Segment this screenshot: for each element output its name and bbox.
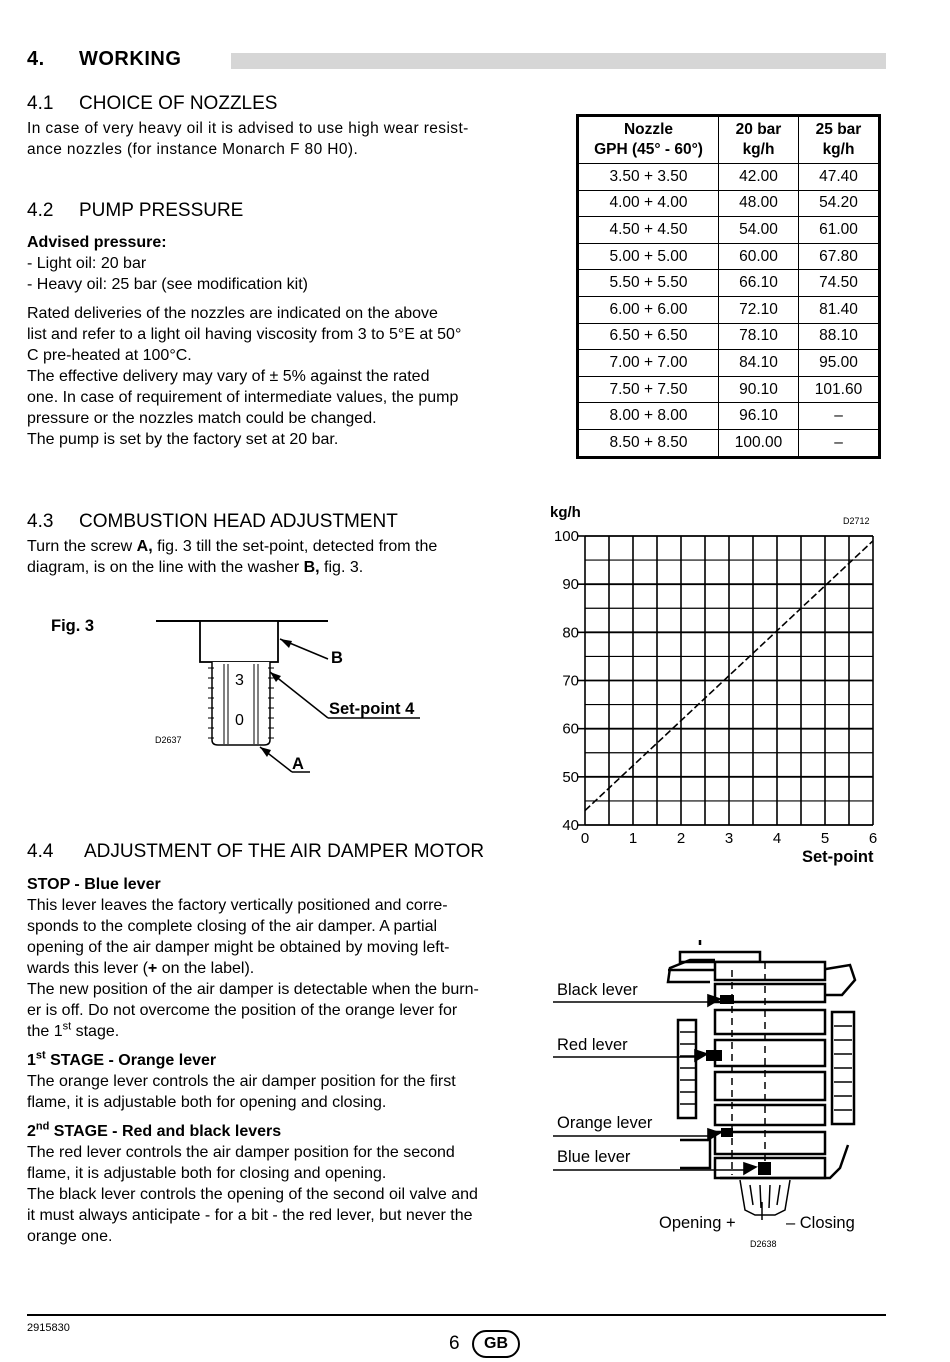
s43-body — [27, 536, 508, 578]
x-tick-label: 5 — [820, 830, 830, 847]
advised-heading: Advised pressure: — [27, 234, 167, 251]
label-orange-lever: Orange lever — [557, 1114, 653, 1132]
s44-line: orange one. — [27, 1228, 113, 1245]
table-row: 6.00 + 6.00 72.10 81.40 — [579, 296, 879, 323]
stage1-heading: 1st STAGE - Orange lever — [27, 1049, 217, 1069]
x-tick-label: 1 — [628, 830, 638, 847]
table-row: 8.00 + 8.00 96.10 – — [579, 403, 879, 430]
s42-line: one. In case of requirement of intermediate values, the pump — [27, 389, 459, 406]
stage2-heading: 2nd STAGE - Red and black levers — [27, 1120, 282, 1140]
s42-line: list and refer to a light oil having viscosity from 3 to 5°E at 50° — [27, 326, 462, 343]
table-header-row — [579, 117, 879, 164]
table-row: 5.00 + 5.00 60.00 67.80 — [579, 243, 879, 270]
label-closing: – Closing — [786, 1214, 855, 1232]
nozzle-table — [578, 116, 879, 457]
stop-heading: STOP - Blue lever — [27, 876, 161, 893]
light-oil-item: - Light oil: 20 bar — [27, 255, 147, 272]
s44-line: it must always anticipate - for a bit - the red lever, but never the — [27, 1207, 473, 1224]
y-tick-label: 70 — [562, 672, 579, 690]
s41-body — [27, 118, 508, 160]
s43-line: Turn the screw A, fig. 3 till the set-point, detected from the — [27, 538, 438, 555]
s43-line: diagram, is on the line with the washer B, fig. 3. — [27, 559, 364, 576]
y-tick-label: 100 — [553, 528, 579, 545]
kgh-setpoint-chart — [540, 520, 890, 855]
s41-number: 4.1 — [27, 93, 54, 114]
s44-line: The new position of the air damper is detectable when the burn- — [27, 981, 479, 998]
s42-line: The pump is set by the factory set at 20 bar. — [27, 431, 339, 448]
s44-line: opening of the air damper might be obtained by moving left- — [27, 939, 450, 956]
language-badge: GB — [472, 1330, 520, 1358]
s43-number: 4.3 — [27, 511, 54, 532]
s44-line: the 1st stage. — [27, 1020, 120, 1040]
table-row: 5.50 + 5.50 66.10 74.50 — [579, 270, 879, 297]
fig3-label-b: B — [331, 649, 343, 667]
table-row: 7.50 + 7.50 90.10 101.60 — [579, 376, 879, 403]
s44-body — [27, 874, 508, 1247]
s44-line: flame, it is adjustable both for opening and closing. — [27, 1094, 387, 1111]
nozzle-table-frame — [576, 114, 881, 459]
s42-line: The effective delivery may vary of ± 5% against the rated — [27, 368, 430, 385]
motor-code: D2638 — [750, 1239, 777, 1249]
fig3-label-setpoint: Set-point 4 — [329, 700, 415, 718]
table-row: 8.50 + 8.50 100.00 – — [579, 429, 879, 456]
s42-line: Rated deliveries of the nozzles are indicated on the above — [27, 305, 438, 322]
label-red-lever: Red lever — [557, 1036, 628, 1054]
y-tick-label: 60 — [562, 720, 579, 738]
x-tick-label: 4 — [772, 830, 782, 847]
table-row: 6.50 + 6.50 78.10 88.10 — [579, 323, 879, 350]
label-opening: Opening + — [659, 1214, 736, 1232]
section-title: WORKING — [79, 48, 182, 70]
s44-line: sponds to the complete closing of the air damper. A partial — [27, 918, 438, 935]
x-tick-label: 2 — [676, 830, 686, 847]
black-lever-mark — [720, 995, 734, 1004]
fig3-code: D2637 — [155, 735, 182, 745]
s42-line: C pre-heated at 100°C. — [27, 347, 192, 364]
footer-rule — [27, 1314, 886, 1316]
s41-line: ance nozzles (for instance Monarch F 80 H0). — [27, 141, 359, 158]
x-tick-label: 3 — [724, 830, 734, 847]
s41-title: CHOICE OF NOZZLES — [79, 93, 278, 114]
s44-title: ADJUSTMENT OF THE AIR DAMPER MOTOR — [84, 841, 485, 862]
blue-lever-mark — [758, 1162, 771, 1175]
red-lever-mark — [706, 1050, 722, 1061]
chart-xlabel: Set-point — [802, 848, 874, 866]
s42-advised-block — [27, 232, 508, 295]
header-25bar: 25 bar kg/h — [799, 117, 879, 164]
s44-line: The black lever controls the opening of the second oil valve and — [27, 1186, 478, 1203]
x-tick-label: 6 — [868, 830, 878, 847]
s41-line: In case of very heavy oil it is advised to use high wear resist- — [27, 120, 469, 137]
table-row: 4.50 + 4.50 54.00 61.00 — [579, 217, 879, 244]
label-black-lever: Black lever — [557, 981, 638, 999]
s43-title: COMBUSTION HEAD ADJUSTMENT — [79, 511, 398, 532]
heavy-oil-item: - Heavy oil: 25 bar (see modification kit) — [27, 276, 308, 293]
header-nozzle: Nozzle GPH (45° - 60°) — [579, 117, 719, 164]
s44-line: The red lever controls the air damper position for the second — [27, 1144, 455, 1161]
document-code: 2915830 — [27, 1322, 70, 1334]
page-number: 6 — [449, 1333, 460, 1354]
s44-number: 4.4 — [27, 841, 54, 862]
s42-line: pressure or the nozzles match could be changed. — [27, 410, 377, 427]
y-tick-label: 50 — [562, 768, 579, 786]
s44-line: This lever leaves the factory vertically positioned and corre- — [27, 897, 448, 914]
fig3-scale-0: 0 — [235, 712, 244, 729]
table-row: 7.00 + 7.00 84.10 95.00 — [579, 350, 879, 377]
header-20bar: 20 bar kg/h — [719, 117, 799, 164]
y-tick-label: 90 — [562, 576, 579, 594]
s42-body — [27, 303, 508, 450]
s42-number: 4.2 — [27, 200, 54, 221]
fig3-scale-3: 3 — [235, 672, 244, 689]
label-blue-lever: Blue lever — [557, 1148, 631, 1166]
orange-lever-mark — [721, 1128, 733, 1137]
s44-line: The orange lever controls the air damper position for the first — [27, 1073, 456, 1090]
y-tick-label: 40 — [562, 817, 579, 834]
s44-line: flame, it is adjustable both for closing and opening. — [27, 1165, 387, 1182]
s44-line: er is off. Do not overcome the position of the orange lever for — [27, 1002, 458, 1019]
section-number: 4. — [27, 48, 45, 70]
table-row: 3.50 + 3.50 42.00 47.40 — [579, 164, 879, 191]
y-tick-label: 80 — [562, 624, 579, 642]
s42-title: PUMP PRESSURE — [79, 200, 244, 221]
table-row: 4.00 + 4.00 48.00 54.20 — [579, 190, 879, 217]
chart-ylabel: kg/h — [550, 504, 581, 521]
fig3-caption: Fig. 3 — [51, 617, 95, 635]
s44-line: wards this lever (+ on the label). — [27, 960, 255, 977]
fig3-label-a: A — [292, 755, 304, 773]
chart-code: D2712 — [843, 516, 870, 526]
section-title-bar — [231, 53, 886, 69]
x-tick-label: 0 — [580, 830, 590, 847]
